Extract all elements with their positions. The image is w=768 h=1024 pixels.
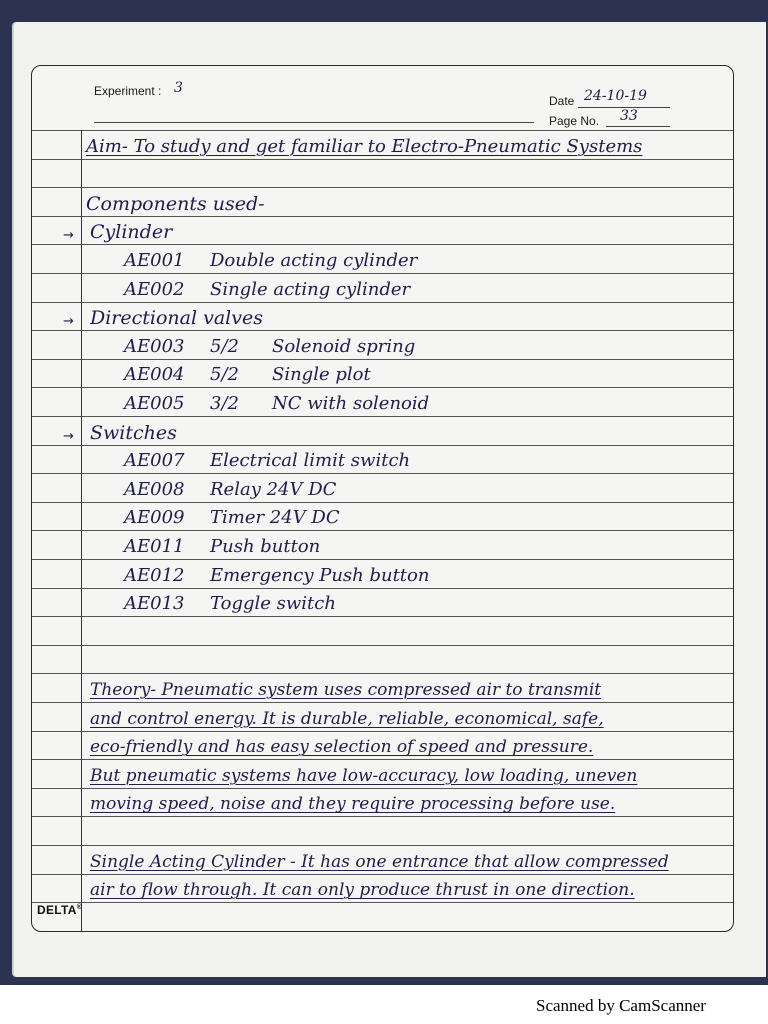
component-item — [124, 562, 429, 590]
brand-text: DELTA — [37, 903, 77, 917]
single-acting-line: Single Acting Cylinder - It has one entrance that allow compressed — [90, 851, 669, 872]
component-code: AE004 — [124, 364, 185, 386]
component-item — [124, 390, 429, 418]
bullet-arrow-icon: → — [63, 314, 74, 330]
component-item — [124, 590, 336, 618]
component-group-heading: Directional valves — [90, 307, 263, 330]
component-description: Push button — [210, 536, 321, 557]
component-code: AE009 — [124, 507, 185, 529]
component-item — [124, 533, 320, 561]
scanner-footer: Scanned by CamScanner — [536, 996, 706, 1015]
component-item — [124, 447, 410, 475]
page-number-rule — [606, 126, 670, 127]
aim-line: Aim- To study and get familiar to Electro-Pneumatic Systems — [86, 135, 643, 157]
date-value: 24-10-19 — [584, 88, 647, 104]
date-label: Date — [549, 94, 575, 108]
theory-line: eco-friendly and has easy selection of speed and pressure. — [90, 737, 594, 758]
component-group-heading: Cylinder — [90, 221, 173, 244]
margin-line — [81, 130, 82, 931]
component-spec: 5/2 — [210, 364, 239, 386]
component-description: Solenoid spring — [272, 335, 416, 357]
component-group-heading: Switches — [90, 421, 177, 444]
experiment-label: Experiment : — [94, 84, 162, 98]
rule-line — [32, 130, 733, 131]
component-description: Relay 24V DC — [210, 478, 337, 500]
component-code: AE013 — [124, 593, 185, 615]
component-description: Single plot — [272, 364, 371, 386]
component-item — [124, 361, 371, 389]
ruled-sheet — [31, 65, 734, 932]
bullet-arrow-icon: → — [63, 228, 74, 244]
theory-line: Theory- Pneumatic system uses compressed air to transmit — [90, 680, 602, 700]
rule-line — [32, 673, 733, 674]
component-description: Timer 24V DC — [210, 507, 340, 529]
bullet-arrow-icon: → — [63, 428, 74, 444]
component-code: AE011 — [124, 536, 185, 557]
component-description: Toggle switch — [210, 593, 336, 615]
component-code: AE005 — [124, 393, 185, 414]
component-code: AE003 — [124, 335, 185, 357]
rule-line — [32, 645, 733, 646]
component-spec: 5/2 — [210, 335, 239, 357]
page-number-label: Page No. — [549, 114, 600, 128]
component-description: Single acting cylinder — [210, 278, 411, 300]
header-rule — [94, 122, 534, 123]
component-item — [124, 276, 410, 304]
theory-line: But pneumatic systems have low-accuracy, low loading, uneven — [90, 765, 638, 786]
rule-line — [32, 187, 733, 188]
component-item — [124, 476, 336, 504]
component-code: AE007 — [124, 450, 185, 472]
experiment-number: 3 — [174, 80, 183, 96]
component-description: Emergency Push button — [210, 564, 430, 586]
component-item — [124, 247, 417, 275]
component-item — [124, 504, 340, 532]
component-spec: 3/2 — [210, 393, 239, 414]
component-item — [124, 333, 415, 361]
component-description: NC with solenoid — [272, 393, 430, 414]
single-acting-line: air to flow through. It can only produce thrust in one direction. — [90, 880, 635, 901]
registered-mark: ® — [76, 904, 83, 911]
component-code: AE001 — [124, 250, 185, 271]
theory-line: moving speed, noise and they require processing before use. — [90, 794, 616, 815]
component-description: Electrical limit switch — [210, 450, 411, 472]
component-description: Double acting cylinder — [210, 250, 418, 271]
theory-line: and control energy. It is durable, reliable, economical, safe, — [90, 708, 604, 729]
rule-line — [32, 845, 733, 846]
components-heading: Components used- — [86, 192, 265, 215]
component-code: AE002 — [124, 278, 185, 300]
page-number-value: 33 — [620, 108, 638, 124]
brand-logo — [37, 903, 82, 917]
component-code: AE012 — [124, 564, 185, 586]
component-code: AE008 — [124, 478, 185, 500]
